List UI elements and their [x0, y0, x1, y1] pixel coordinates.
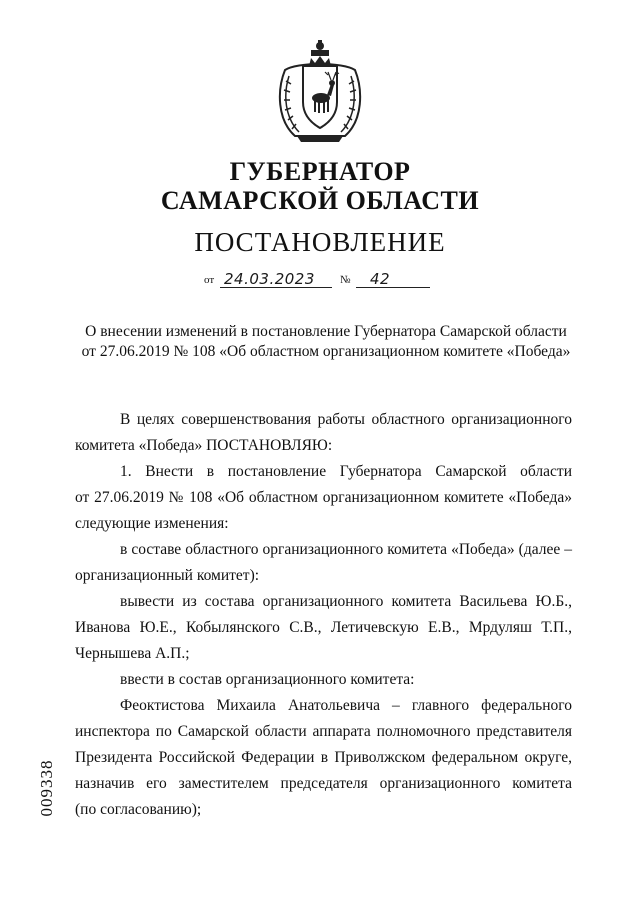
body-line: организационный комитет):: [75, 567, 260, 584]
body-line: назначив его заместителем председателя организационного комитета: [75, 775, 572, 792]
number-underline: [356, 287, 430, 288]
coat-of-arms-emblem: [273, 40, 367, 146]
number-value-handwritten: 42: [370, 270, 391, 288]
body-line: от 27.06.2019 № 108 «Об областном организационном комитете «Победа»: [75, 489, 572, 506]
body-line: следующие изменения:: [75, 515, 229, 532]
authority-title-line1: ГУБЕРНАТОР: [229, 157, 411, 186]
subject-line2: от 27.06.2019 № 108 «Об областном организационном комитете «Победа»: [81, 343, 571, 360]
body-line: инспектора по Самарской области аппарата полномочного представителя: [75, 723, 572, 740]
body-line: Чернышева А.П.;: [75, 645, 190, 662]
body-line: вывести из состава организационного комитета Васильева Ю.Б.,: [120, 593, 572, 610]
authority-title-line2: САМАРСКОЙ ОБЛАСТИ: [160, 186, 480, 215]
body-line: Феоктистова Михаила Анатольевича – главного федерального: [120, 697, 572, 714]
body-line: 1. Внести в постановление Губернатора Самарской области: [120, 463, 572, 480]
side-serial-number: [37, 742, 57, 834]
document-subject: [70, 322, 582, 362]
body-line: в составе областного организационного комитета «Победа» (далее –: [120, 541, 572, 558]
date-prefix: от: [204, 274, 215, 286]
subject-line1: О внесении изменений в постановление Губернатора Самарской области: [85, 323, 567, 340]
side-serial-number-text: 009338: [37, 759, 56, 817]
number-prefix: №: [340, 274, 351, 286]
body-line: Президента Российской Федерации в Приволжском федеральном округе,: [75, 749, 572, 766]
body-line: комитета «Победа» ПОСТАНОВЛЯЮ:: [75, 437, 333, 454]
body-line: (по согласованию);: [75, 801, 202, 818]
document-type-heading: ПОСТАНОВЛЕНИЕ: [194, 227, 446, 257]
body-line: В целях совершенствования работы областного организационного: [120, 411, 572, 428]
body-line: ввести в состав организационного комитета:: [120, 671, 415, 688]
date-number-line: [204, 268, 430, 292]
date-value-handwritten: 24.03.2023: [224, 270, 315, 288]
body-line: Иванова Ю.Е., Кобылянского С.В., Летичевскую Е.В., Мрдуляш Т.П.,: [75, 619, 572, 636]
